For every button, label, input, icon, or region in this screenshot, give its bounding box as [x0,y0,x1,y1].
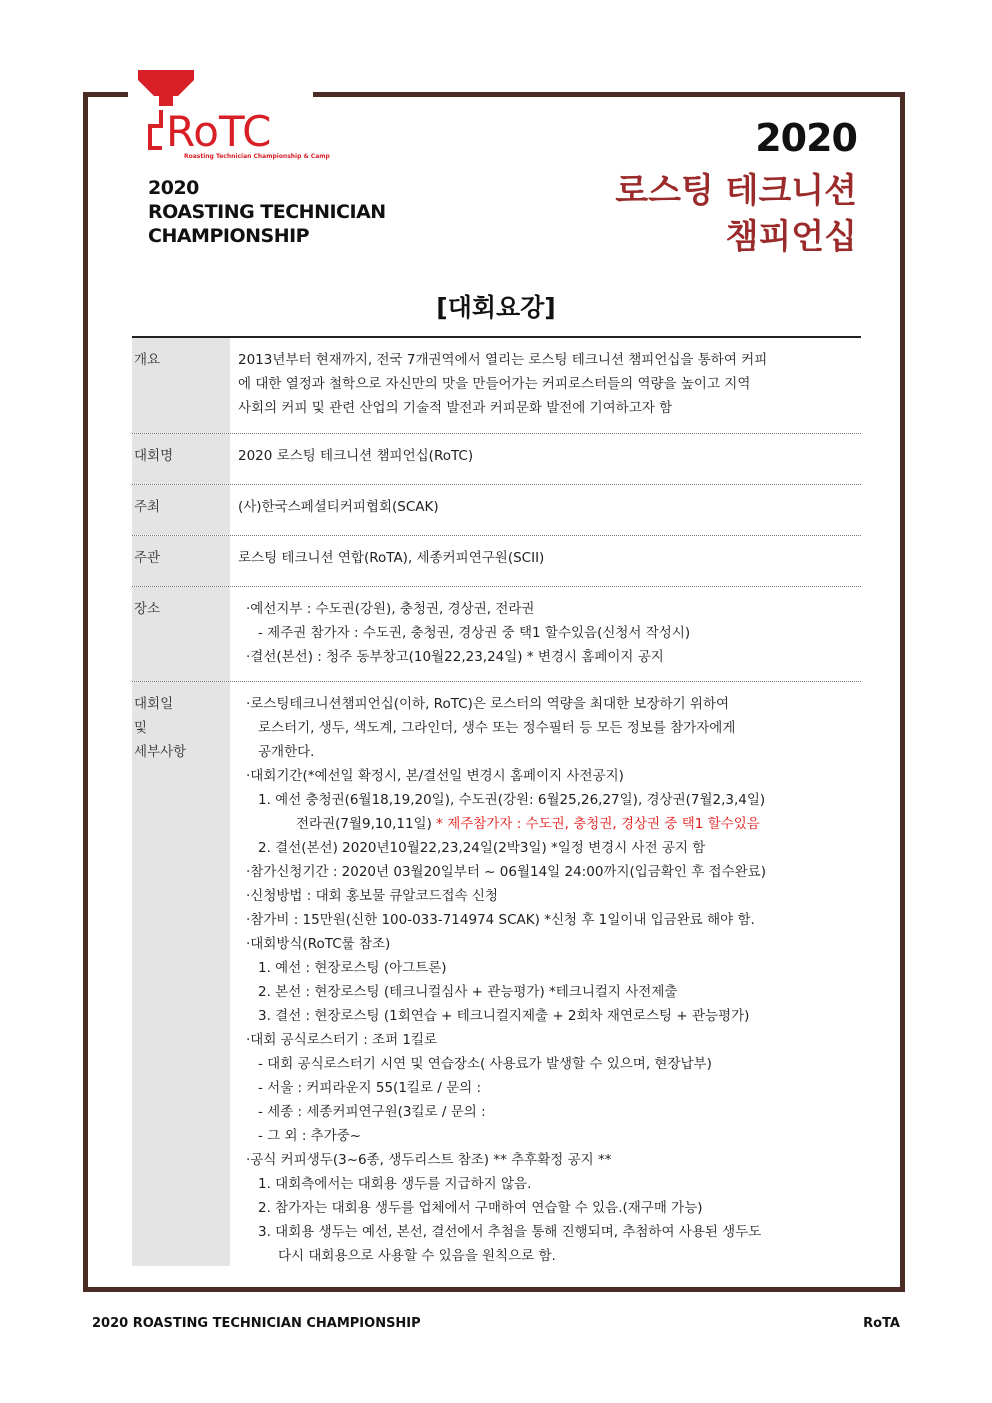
label-host: 주최 [132,485,230,535]
overview-line-3: 사회의 커피 및 관련 산업의 기술적 발전과 커피문화 발전에 기여하고자 함 [238,400,673,416]
details-line: ·대회기간(*예선일 확정시, 본/결선일 변경시 홈페이지 사전공지) [246,768,624,784]
rotc-logo [128,66,330,166]
details-line: - 그 외 : 추가중~ [258,1128,362,1144]
details-line: 3. 결선 : 현장로스팅 (1회연습 + 테크니컬지제출 + 2회차 재연로스팅 + 관능평가) [258,1008,750,1024]
details-line: 2. 결선(본선) 2020년10월22,23,24일(2박3일) *일정 변경시 사전 공지 함 [258,840,706,856]
details-line: ·대회방식(RoTC룰 참조) [246,936,391,952]
details-label-2: 및 [134,720,148,736]
label-overview [132,338,230,433]
details-line: 다시 대회용으로 사용할 수 있음을 원칙으로 함. [278,1248,556,1264]
details-line: 로스터기, 생두, 색도계, 그라인더, 생수 또는 정수필터 등 모든 정보를 참가자에게 [258,720,736,736]
value-overview [230,348,861,433]
english-title [148,176,386,248]
row-host [132,485,861,536]
row-name [132,434,861,485]
venue-line-1: ·예선지부 : 수도권(강원), 충청권, 경상권, 전라권 [246,601,535,617]
korean-title [615,168,857,260]
row-organizer [132,536,861,587]
details-line: - 대회 공식로스터기 시연 및 연습장소( 사용료가 발생할 수 있으며, 현장납부) [258,1056,712,1072]
details-line: 2. 참가자는 대회용 생두를 업체에서 구매하여 연습할 수 있음.(재구매 가능) [258,1200,703,1216]
details-line-jeonla [238,812,861,836]
details-line: ·참가비 : 15만원(신한 100-033-714974 SCAK) *신청 후 1일이내 입금완료 해야 함. [246,912,755,928]
details-line: 1. 예선 : 현장로스팅 (아그트론) [258,960,447,976]
value-venue [230,587,861,681]
footer-title: 2020 ROASTING TECHNICIAN CHAMPIONSHIP [92,1316,421,1331]
value-organizer: 로스팅 테크니션 연합(RoTA), 세종커피연구원(SCII) [238,550,545,566]
value-host: (사)한국스페셜티커피협회(SCAK) [238,499,439,515]
details-line: ·로스팅테크니션챔피언십(이하, RoTC)은 로스터의 역량을 최대한 보장하기 위하여 [246,696,730,712]
value-name: 2020 로스팅 테크니션 챔피언십(RoTC) [238,448,474,464]
overview-line-1: 2013년부터 현재까지, 전국 7개권역에서 열리는 로스팅 테크니션 챔피언십을 통하여 커피 [238,352,768,368]
korean-title-line-2: 챔피언십 [725,217,857,257]
korean-title-line-1: 로스팅 테크니션 [615,171,857,211]
row-details [132,682,861,1266]
document-title: [대회요강] [436,293,556,322]
logo-tagline: Roasting Technician Championship & Camp [184,153,330,160]
logo-text: RoTC [166,107,272,156]
details-line: - 서울 : 커피라운지 55(1킬로 / 문의 : [258,1080,482,1096]
jeju-notice-highlight: * 제주참가자 : 수도권, 충청권, 경상권 중 택1 할수있음 [436,816,760,832]
label-details [132,682,230,1266]
details-line: 공개한다. [258,744,315,760]
details-line: ·공식 커피생두(3~6종, 생두리스트 참조) ** 추후확정 공지 ** [246,1152,612,1168]
row-overview [132,338,861,434]
details-line: 2. 본선 : 현장로스팅 (테크니컬심사 + 관능평가) *테크니컬지 사전제출 [258,984,678,1000]
details-label-1: 대회일 [134,696,174,712]
details-line: 1. 대회측에서는 대회용 생두를 지급하지 않음. [258,1176,532,1192]
english-title-line-1: 2020 [148,177,199,199]
value-details [230,682,861,1266]
english-title-line-3: CHAMPIONSHIP [148,225,310,247]
footer-org: RoTA [863,1316,900,1331]
label-venue: 장소 [132,587,230,681]
details-line-jeonla-text: 전라권(7월9,10,11일) [296,816,437,832]
venue-line-3: ·결선(본선) : 청주 동부창고(10월22,23,24일) * 변경시 홈페이지 공지 [246,649,664,665]
label-overview-text: 개요 [134,352,161,368]
venue-line-2: - 제주권 참가자 : 수도권, 충청권, 경상권 중 택1 할수있음(신청서 작성시) [258,625,691,641]
details-label-3: 세부사항 [134,744,187,760]
details-line: ·신청방법 : 대회 홍보물 큐알코드접속 신청 [246,888,498,904]
year-heading: 2020 [755,116,857,160]
english-title-line-2: ROASTING TECHNICIAN [148,201,386,223]
overview-line-2: 에 대한 열정과 철학으로 자신만의 맛을 만들어가는 커피로스터들의 역량을 높이고 지역 [238,376,751,392]
rotc-logo-icon [128,66,330,166]
details-line: - 세종 : 세종커피연구원(3킬로 / 문의 : [258,1104,486,1120]
details-line: ·참가신청기간 : 2020년 03월20일부터 ~ 06월14일 24:00까지(입금확인 후 접수완료) [246,864,766,880]
details-line: 1. 예선 충청권(6월18,19,20일), 수도권(강원: 6월25,26,27일), 경상권(7월2,3,4일) [258,792,766,808]
row-venue [132,587,861,682]
label-organizer: 주관 [132,536,230,586]
guideline-table [132,338,861,1266]
label-name: 대회명 [132,434,230,484]
details-line: ·대회 공식로스터기 : 조퍼 1킬로 [246,1032,438,1048]
details-line: 3. 대회용 생두는 예선, 본선, 결선에서 추첨을 통해 진행되며, 추첨하여 사용된 생두도 [258,1224,762,1240]
